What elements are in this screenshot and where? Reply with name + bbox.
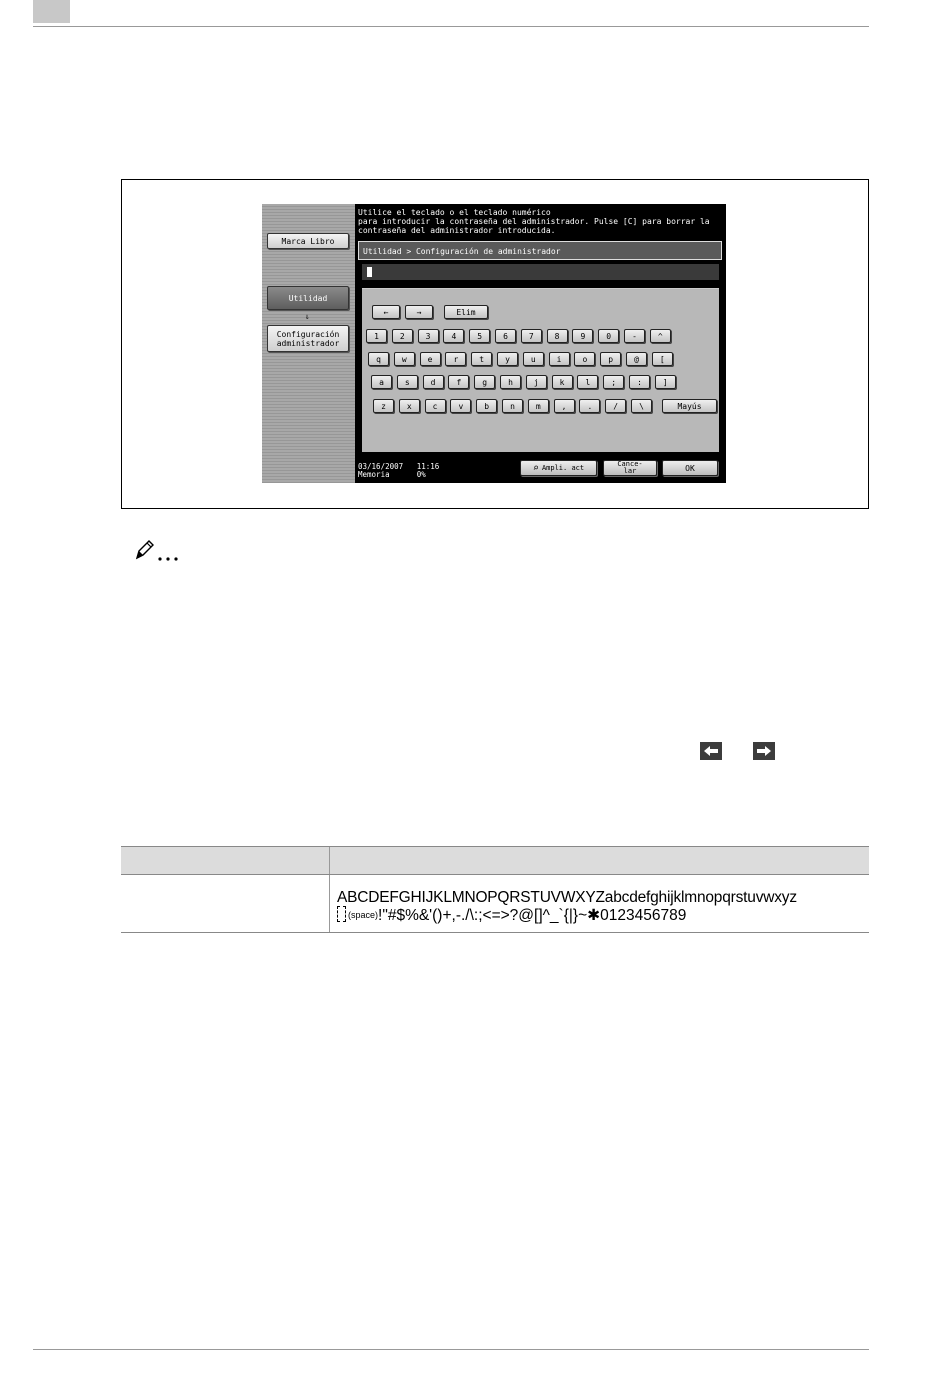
key-row3-7[interactable]: k	[552, 375, 573, 389]
key-row4-5[interactable]: n	[502, 399, 523, 413]
key-row1-4[interactable]: 5	[469, 329, 490, 343]
right-arrow-key[interactable]: →	[405, 305, 433, 319]
left-arrow-key-icon	[700, 742, 722, 760]
key-row1-1[interactable]: 2	[392, 329, 413, 343]
left-panel	[262, 204, 355, 483]
left-arrow-key[interactable]: ←	[372, 305, 400, 319]
instruction-message: Utilice el teclado o el teclado numérico para introducir la contraseña del administrador. Pulse [C] para borrar la contraseña del administrador introducida.	[358, 208, 710, 235]
key-row2-10[interactable]: @	[626, 352, 647, 366]
symbols-text: !"#$%&'()+,-./\:;<=>?@[]^_`{|}~✱0123456789	[378, 907, 687, 924]
key-row1-6[interactable]: 7	[521, 329, 542, 343]
ampli-act-label: Ampli. act	[541, 463, 585, 472]
key-row4-3[interactable]: v	[450, 399, 471, 413]
device-screen	[262, 204, 726, 483]
key-row4-7[interactable]: ,	[554, 399, 575, 413]
status-date: 03/16/2007	[358, 462, 404, 471]
key-row2-11[interactable]: [	[652, 352, 673, 366]
key-row3-11[interactable]: ]	[655, 375, 676, 389]
key-row3-1[interactable]: s	[397, 375, 418, 389]
key-row2-3[interactable]: r	[445, 352, 466, 366]
key-row2-5[interactable]: y	[497, 352, 518, 366]
key-row4-10[interactable]: \	[631, 399, 652, 413]
key-row4-1[interactable]: x	[399, 399, 420, 413]
down-arrow-icon: ⇓	[305, 312, 310, 321]
key-row1-11[interactable]: ^	[650, 329, 671, 343]
shift-key[interactable]: Mayús	[662, 399, 717, 413]
key-row1-3[interactable]: 4	[443, 329, 464, 343]
text-cursor	[367, 267, 372, 277]
allowed-letters: ABCDEFGHIJKLMNOPQRSTUVWXYZabcdefghijklmnopqrstuvwxyz	[337, 889, 797, 906]
magnifier-icon: ⌕	[532, 462, 539, 474]
breadcrumb: Utilidad > Configuración de administrador	[358, 241, 722, 260]
keyboard-area	[362, 288, 719, 452]
table-row	[121, 874, 869, 933]
key-row4-8[interactable]: .	[579, 399, 600, 413]
key-row3-10[interactable]: :	[629, 375, 650, 389]
note-pencil-icon	[134, 538, 184, 562]
key-row4-9[interactable]: /	[605, 399, 626, 413]
key-row4-2[interactable]: c	[425, 399, 446, 413]
key-row3-0[interactable]: a	[371, 375, 392, 389]
space-label: (space)	[348, 910, 379, 920]
key-row2-7[interactable]: i	[549, 352, 570, 366]
key-row1-7[interactable]: 8	[547, 329, 568, 343]
status-time: 11:16	[416, 462, 440, 471]
cancel-button[interactable]: Cance- lar	[603, 460, 657, 476]
key-row2-9[interactable]: p	[600, 352, 621, 366]
utilidad-button[interactable]: Utilidad	[267, 286, 349, 310]
footer-rule	[33, 1349, 869, 1350]
key-row2-0[interactable]: q	[368, 352, 389, 366]
key-row1-5[interactable]: 6	[495, 329, 516, 343]
key-row1-9[interactable]: 0	[598, 329, 619, 343]
key-row1-0[interactable]: 1	[366, 329, 387, 343]
key-row2-6[interactable]: u	[523, 352, 544, 366]
key-row1-2[interactable]: 3	[418, 329, 439, 343]
key-row3-4[interactable]: g	[474, 375, 495, 389]
key-row3-8[interactable]: l	[577, 375, 598, 389]
configuracion-administrador-button[interactable]: Configuración administrador	[267, 325, 349, 352]
status-memory-value: 0%	[416, 470, 426, 479]
password-input[interactable]	[362, 264, 719, 280]
status-bar	[358, 463, 439, 479]
key-row4-0[interactable]: z	[373, 399, 394, 413]
key-row3-9[interactable]: ;	[603, 375, 624, 389]
delete-key[interactable]: Elim	[444, 305, 488, 319]
space-icon	[337, 906, 346, 922]
key-row2-1[interactable]: w	[394, 352, 415, 366]
page-number-box	[33, 0, 70, 23]
key-row2-4[interactable]: t	[471, 352, 492, 366]
key-row3-2[interactable]: d	[423, 375, 444, 389]
ampli-act-button[interactable]	[520, 460, 597, 476]
key-row1-10[interactable]: -	[624, 329, 645, 343]
allowed-symbols	[337, 906, 686, 925]
key-row1-8[interactable]: 9	[572, 329, 593, 343]
ok-button[interactable]: OK	[662, 460, 718, 476]
marca-libro-button[interactable]: Marca Libro	[267, 233, 349, 249]
key-row3-3[interactable]: f	[448, 375, 469, 389]
key-row2-8[interactable]: o	[574, 352, 595, 366]
key-row3-6[interactable]: j	[526, 375, 547, 389]
table-header	[121, 846, 869, 875]
key-row4-6[interactable]: m	[528, 399, 549, 413]
key-row3-5[interactable]: h	[500, 375, 521, 389]
key-row4-4[interactable]: b	[476, 399, 497, 413]
header-rule	[33, 26, 869, 27]
right-arrow-key-icon	[753, 742, 775, 760]
key-row2-2[interactable]: e	[420, 352, 441, 366]
status-memory-label: Memoria	[358, 470, 390, 479]
